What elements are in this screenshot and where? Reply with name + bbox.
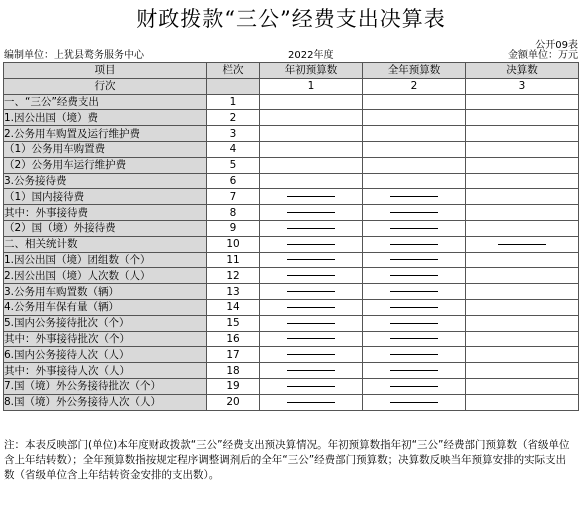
table-row — [4, 268, 579, 284]
row-item-name: 5.国内公务接待批次（个） — [4, 315, 207, 331]
row-col-no: 4 — [207, 141, 260, 157]
row-value-2 — [363, 141, 466, 157]
column-index-2: 2 — [363, 78, 466, 94]
header-row — [4, 63, 579, 79]
table-row — [4, 252, 579, 268]
row-item-name: 其中：外事接待批次（个） — [4, 331, 207, 347]
row-value-2 — [363, 331, 466, 347]
row-value-2 — [363, 110, 466, 126]
dash-placeholder — [390, 307, 438, 308]
row-value-2 — [363, 284, 466, 300]
row-value-2 — [363, 315, 466, 331]
row-col-no: 8 — [207, 205, 260, 221]
table-row — [4, 315, 579, 331]
row-value-3 — [466, 315, 579, 331]
row-value-3 — [466, 173, 579, 189]
row-value-3 — [466, 189, 579, 205]
dash-placeholder — [287, 291, 335, 292]
row-value-1 — [260, 252, 363, 268]
row-col-no: 3 — [207, 126, 260, 142]
row-item-name: 6.国内公务接待人次（人） — [4, 347, 207, 363]
table-row — [4, 363, 579, 379]
row-value-2 — [363, 299, 466, 315]
row-col-no: 10 — [207, 236, 260, 252]
table-row — [4, 236, 579, 252]
row-value-3 — [466, 347, 579, 363]
row-value-1 — [260, 284, 363, 300]
row-item-name: （2）公务用车运行维护费 — [4, 157, 207, 173]
row-value-2 — [363, 394, 466, 410]
row-col-no: 13 — [207, 284, 260, 300]
row-item-name: 3.公务接待费 — [4, 173, 207, 189]
row-value-3 — [466, 363, 579, 379]
header-final: 决算数 — [466, 63, 579, 79]
row-value-1 — [260, 110, 363, 126]
column-index-1: 1 — [260, 78, 363, 94]
dash-placeholder — [390, 228, 438, 229]
row-value-3 — [466, 126, 579, 142]
row-value-1 — [260, 189, 363, 205]
row-item-name: 一、“三公”经费支出 — [4, 94, 207, 110]
row-value-3 — [466, 268, 579, 284]
row-col-no: 20 — [207, 394, 260, 410]
header-item: 项目 — [4, 63, 207, 79]
dash-placeholder — [390, 354, 438, 355]
header-budget-full: 全年预算数 — [363, 63, 466, 79]
header-col-no: 栏次 — [207, 63, 260, 79]
row-value-1 — [260, 315, 363, 331]
dash-placeholder — [390, 275, 438, 276]
table-row — [4, 347, 579, 363]
row-value-1 — [260, 363, 363, 379]
row-col-no: 2 — [207, 110, 260, 126]
dash-placeholder — [390, 212, 438, 213]
row-value-3 — [466, 394, 579, 410]
row-col-no: 15 — [207, 315, 260, 331]
row-col-no: 12 — [207, 268, 260, 284]
table-row — [4, 299, 579, 315]
dash-placeholder — [390, 386, 438, 387]
row-col-no: 14 — [207, 299, 260, 315]
row-value-3 — [466, 284, 579, 300]
row-item-name: 其中：外事接待人次（人） — [4, 363, 207, 379]
row-value-1 — [260, 331, 363, 347]
row-value-1 — [260, 268, 363, 284]
row-value-1 — [260, 157, 363, 173]
row-item-name: （1）国内接待费 — [4, 189, 207, 205]
row-value-3 — [466, 205, 579, 221]
dash-placeholder — [287, 307, 335, 308]
compiling-unit: 编制单位：上犹县鹜务服务中心 — [4, 50, 144, 61]
row-item-name: 8.国（境）外公务接待人次（人） — [4, 394, 207, 410]
row-value-2 — [363, 252, 466, 268]
row-value-1 — [260, 94, 363, 110]
column-index-3: 3 — [466, 78, 579, 94]
row-col-no: 11 — [207, 252, 260, 268]
row-item-name: （2）国（境）外接待费 — [4, 220, 207, 236]
row-value-2 — [363, 363, 466, 379]
row-value-2 — [363, 236, 466, 252]
dash-placeholder — [390, 196, 438, 197]
table-row — [4, 331, 579, 347]
row-item-name: 4.公务用车保有量（辆） — [4, 299, 207, 315]
row-item-name: 2.因公出国（境）人次数（人） — [4, 268, 207, 284]
dash-placeholder — [390, 338, 438, 339]
page-title: 财政拨款“三公”经费支出决算表 — [136, 7, 446, 31]
row-value-3 — [466, 378, 579, 394]
dash-placeholder — [287, 228, 335, 229]
dash-placeholder — [390, 402, 438, 403]
row-col-no: 16 — [207, 331, 260, 347]
dash-placeholder — [287, 370, 335, 371]
table-row — [4, 141, 579, 157]
table-row — [4, 157, 579, 173]
row-value-3 — [466, 252, 579, 268]
dash-placeholder — [390, 244, 438, 245]
row-col-no: 5 — [207, 157, 260, 173]
dash-placeholder — [287, 244, 335, 245]
dash-placeholder — [287, 338, 335, 339]
row-value-3 — [466, 157, 579, 173]
money-unit: 金额单位：万元 — [508, 50, 578, 61]
footnote: 注：本表反映部门(单位)本年度财政拨款“三公”经费支出预决算情况。年初预算数指年初“三公”经费部门预算数（省级单位含上年结转数）；全年预算数指按规定程序调整调剂后的全年“三公”经费部门预算数；决算数反映当年预算安排的实际支出数（省级单位含上年结转资金安排的支出数）。 — [4, 439, 570, 481]
row-value-1 — [260, 173, 363, 189]
row-value-1 — [260, 126, 363, 142]
row-col-no: 6 — [207, 173, 260, 189]
table-row — [4, 220, 579, 236]
row-value-3 — [466, 141, 579, 157]
expense-table — [3, 62, 579, 411]
row-value-1 — [260, 394, 363, 410]
row-item-name: （1）公务用车购置费 — [4, 141, 207, 157]
table-row — [4, 284, 579, 300]
dash-placeholder — [287, 196, 335, 197]
row-value-3 — [466, 236, 579, 252]
row-value-2 — [363, 173, 466, 189]
header-budget-initial: 年初预算数 — [260, 63, 363, 79]
dash-placeholder — [287, 275, 335, 276]
row-no-label: 行次 — [4, 78, 207, 94]
dash-placeholder — [390, 370, 438, 371]
table-row — [4, 126, 579, 142]
row-value-1 — [260, 236, 363, 252]
row-item-name: 1.因公出国（境）团组数（个） — [4, 252, 207, 268]
row-item-name: 其中：外事接待费 — [4, 205, 207, 221]
form-number: 公开09表 — [535, 40, 578, 51]
row-item-name: 3.公务用车购置数（辆） — [4, 284, 207, 300]
table-row — [4, 189, 579, 205]
row-col-no: 9 — [207, 220, 260, 236]
dash-placeholder — [287, 212, 335, 213]
table-row — [4, 394, 579, 410]
table-row — [4, 94, 579, 110]
row-col-no: 1 — [207, 94, 260, 110]
row-item-name: 7.国（境）外公务接待批次（个） — [4, 378, 207, 394]
row-col-no: 18 — [207, 363, 260, 379]
row-value-1 — [260, 299, 363, 315]
row-col-no: 19 — [207, 378, 260, 394]
row-value-2 — [363, 347, 466, 363]
row-item-name: 二、相关统计数 — [4, 236, 207, 252]
row-value-3 — [466, 299, 579, 315]
row-value-2 — [363, 157, 466, 173]
row-value-1 — [260, 141, 363, 157]
row-value-2 — [363, 268, 466, 284]
dash-placeholder — [287, 354, 335, 355]
row-value-3 — [466, 110, 579, 126]
column-index-row — [4, 78, 579, 94]
dash-placeholder — [390, 291, 438, 292]
row-item-name: 2.公务用车购置及运行维护费 — [4, 126, 207, 142]
dash-placeholder — [287, 386, 335, 387]
row-value-2 — [363, 126, 466, 142]
row-item-name: 1.因公出国（境）费 — [4, 110, 207, 126]
row-value-2 — [363, 189, 466, 205]
row-col-no: 17 — [207, 347, 260, 363]
table-row — [4, 378, 579, 394]
row-no-blank — [207, 78, 260, 94]
row-value-3 — [466, 94, 579, 110]
row-value-2 — [363, 378, 466, 394]
dash-placeholder — [498, 244, 546, 245]
dash-placeholder — [287, 323, 335, 324]
row-value-1 — [260, 378, 363, 394]
dash-placeholder — [390, 259, 438, 260]
row-value-1 — [260, 347, 363, 363]
dash-placeholder — [287, 402, 335, 403]
report-year: 2022年度 — [288, 50, 334, 61]
table-row — [4, 110, 579, 126]
table-row — [4, 205, 579, 221]
row-value-1 — [260, 220, 363, 236]
table-row — [4, 173, 579, 189]
dash-placeholder — [390, 323, 438, 324]
row-value-2 — [363, 94, 466, 110]
row-value-3 — [466, 331, 579, 347]
row-value-3 — [466, 220, 579, 236]
row-value-2 — [363, 205, 466, 221]
row-value-2 — [363, 220, 466, 236]
row-col-no: 7 — [207, 189, 260, 205]
row-value-1 — [260, 205, 363, 221]
dash-placeholder — [287, 259, 335, 260]
